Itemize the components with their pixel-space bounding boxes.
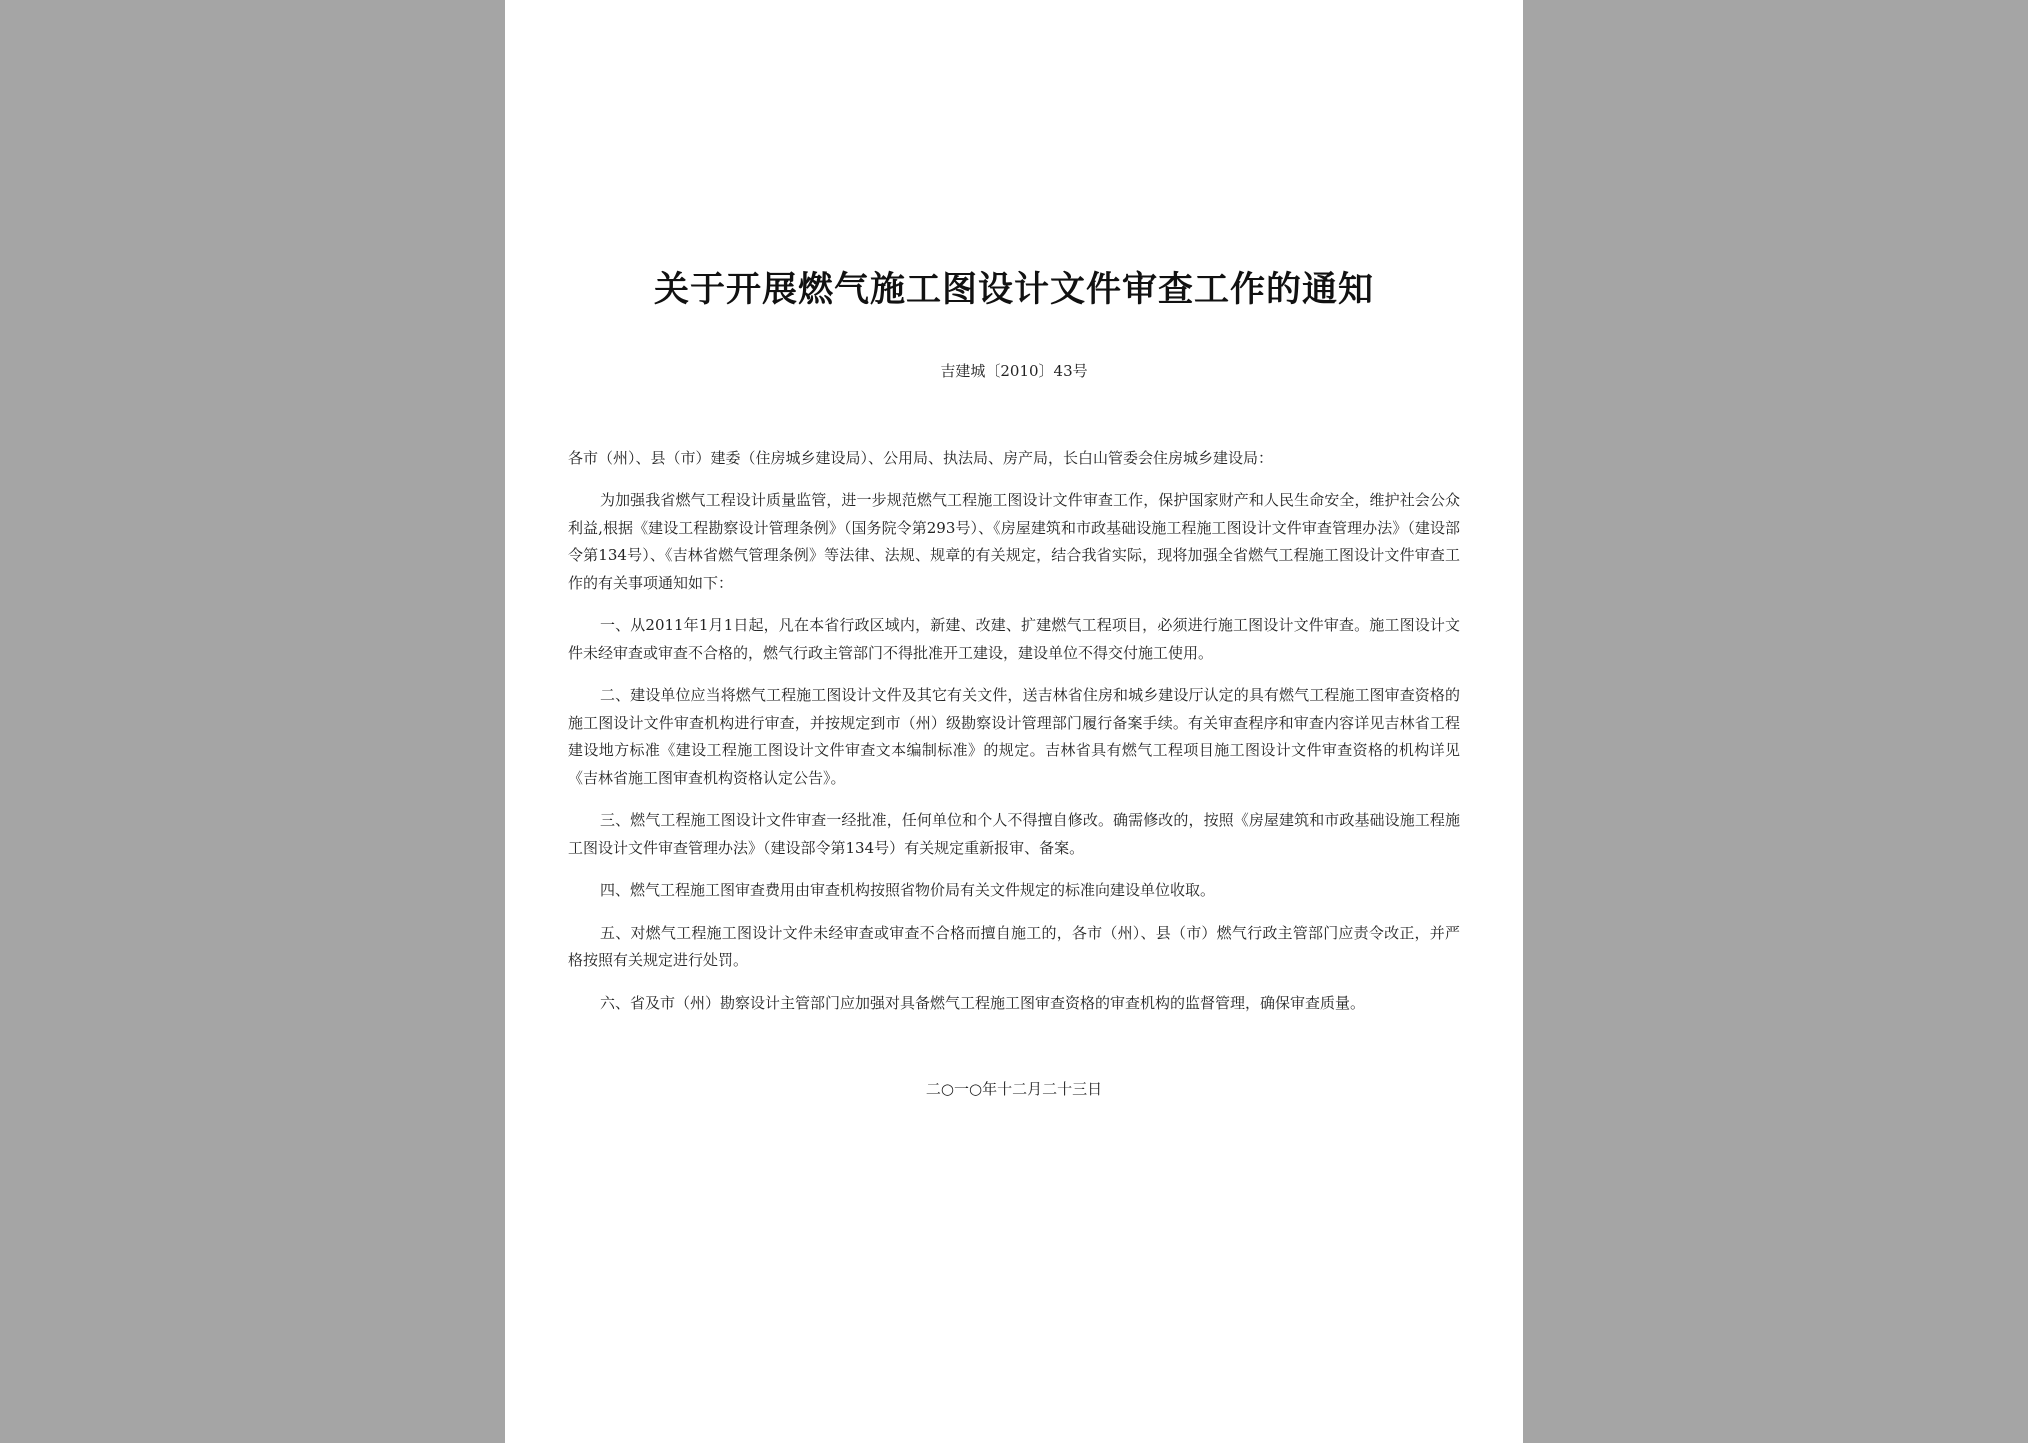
document-body <box>568 487 1460 1032</box>
paragraph-item-5: 五、对燃气工程施工图设计文件未经审查或审查不合格而擅自施工的，各市（州）、县（市）燃气行政主管部门应责令改正，并严格按照有关规定进行处罚。 <box>568 923 1460 969</box>
paragraph-item-4: 四、燃气工程施工图审查费用由审查机构按照省物价局有关文件规定的标准向建设单位收取。 <box>600 881 1216 899</box>
paragraph-intro: 为加强我省燃气工程设计质量监管，进一步规范燃气工程施工图设计文件审查工作，保护国家财产和人民生命安全，维护社会公众利益,根据《建设工程勘察设计管理条例》（国务院令第293号）、《房屋建筑和市政基础设施工程施工图设计文件审查管理办法》（建设部令第134号）、《吉林省燃气管理条例》等法律、法规、规章的有关规定，结合我省实际，现将加强全省燃气工程施工图设计文件审查工作的有关事项通知如下： <box>568 491 1460 592</box>
paragraph-item-1: 一、从2011年1月1日起，凡在本省行政区域内，新建、改建、扩建燃气工程项目，必须进行施工图设计文件审查。施工图设计文件未经审查或审查不合格的，燃气行政主管部门不得批准开工建设，建设单位不得交付施工使用。 <box>568 616 1460 662</box>
paragraph-item-3: 三、燃气工程施工图设计文件审查一经批准，任何单位和个人不得擅自修改。确需修改的，按照《房屋建筑和市政基础设施工程施工图设计文件审查管理办法》（建设部令第134号）有关规定重新报审、备案。 <box>568 811 1460 857</box>
issue-date: 二○一○年十二月二十三日 <box>925 1080 1103 1098</box>
document-number: 吉建城〔2010〕43号 <box>940 362 1088 380</box>
paragraph-item-2: 二、建设单位应当将燃气工程施工图设计文件及其它有关文件，送吉林省住房和城乡建设厅认定的具有燃气工程施工图审查资格的施工图设计文件审查机构进行审查，并按规定到市（州）级勘察设计管理部门履行备案手续。有关审查程序和审查内容详见吉林省工程建设地方标准《建设工程施工图设计文件审查文本编制标准》的规定。吉林省具有燃气工程项目施工图设计文件审查资格的机构详见《吉林省施工图审查机构资格认定公告》。 <box>568 686 1460 787</box>
addressee-line: 各市（州）、县（市）建委（住房城乡建设局）、公用局、执法局、房产局，长白山管委会住房城乡建设局： <box>568 449 1274 467</box>
document-page <box>505 0 1523 1443</box>
paragraph-item-6: 六、省及市（州）勘察设计主管部门应加强对具备燃气工程施工图审查资格的审查机构的监督管理，确保审查质量。 <box>600 993 1366 1012</box>
document-title: 关于开展燃气施工图设计文件审查工作的通知 <box>653 269 1374 310</box>
